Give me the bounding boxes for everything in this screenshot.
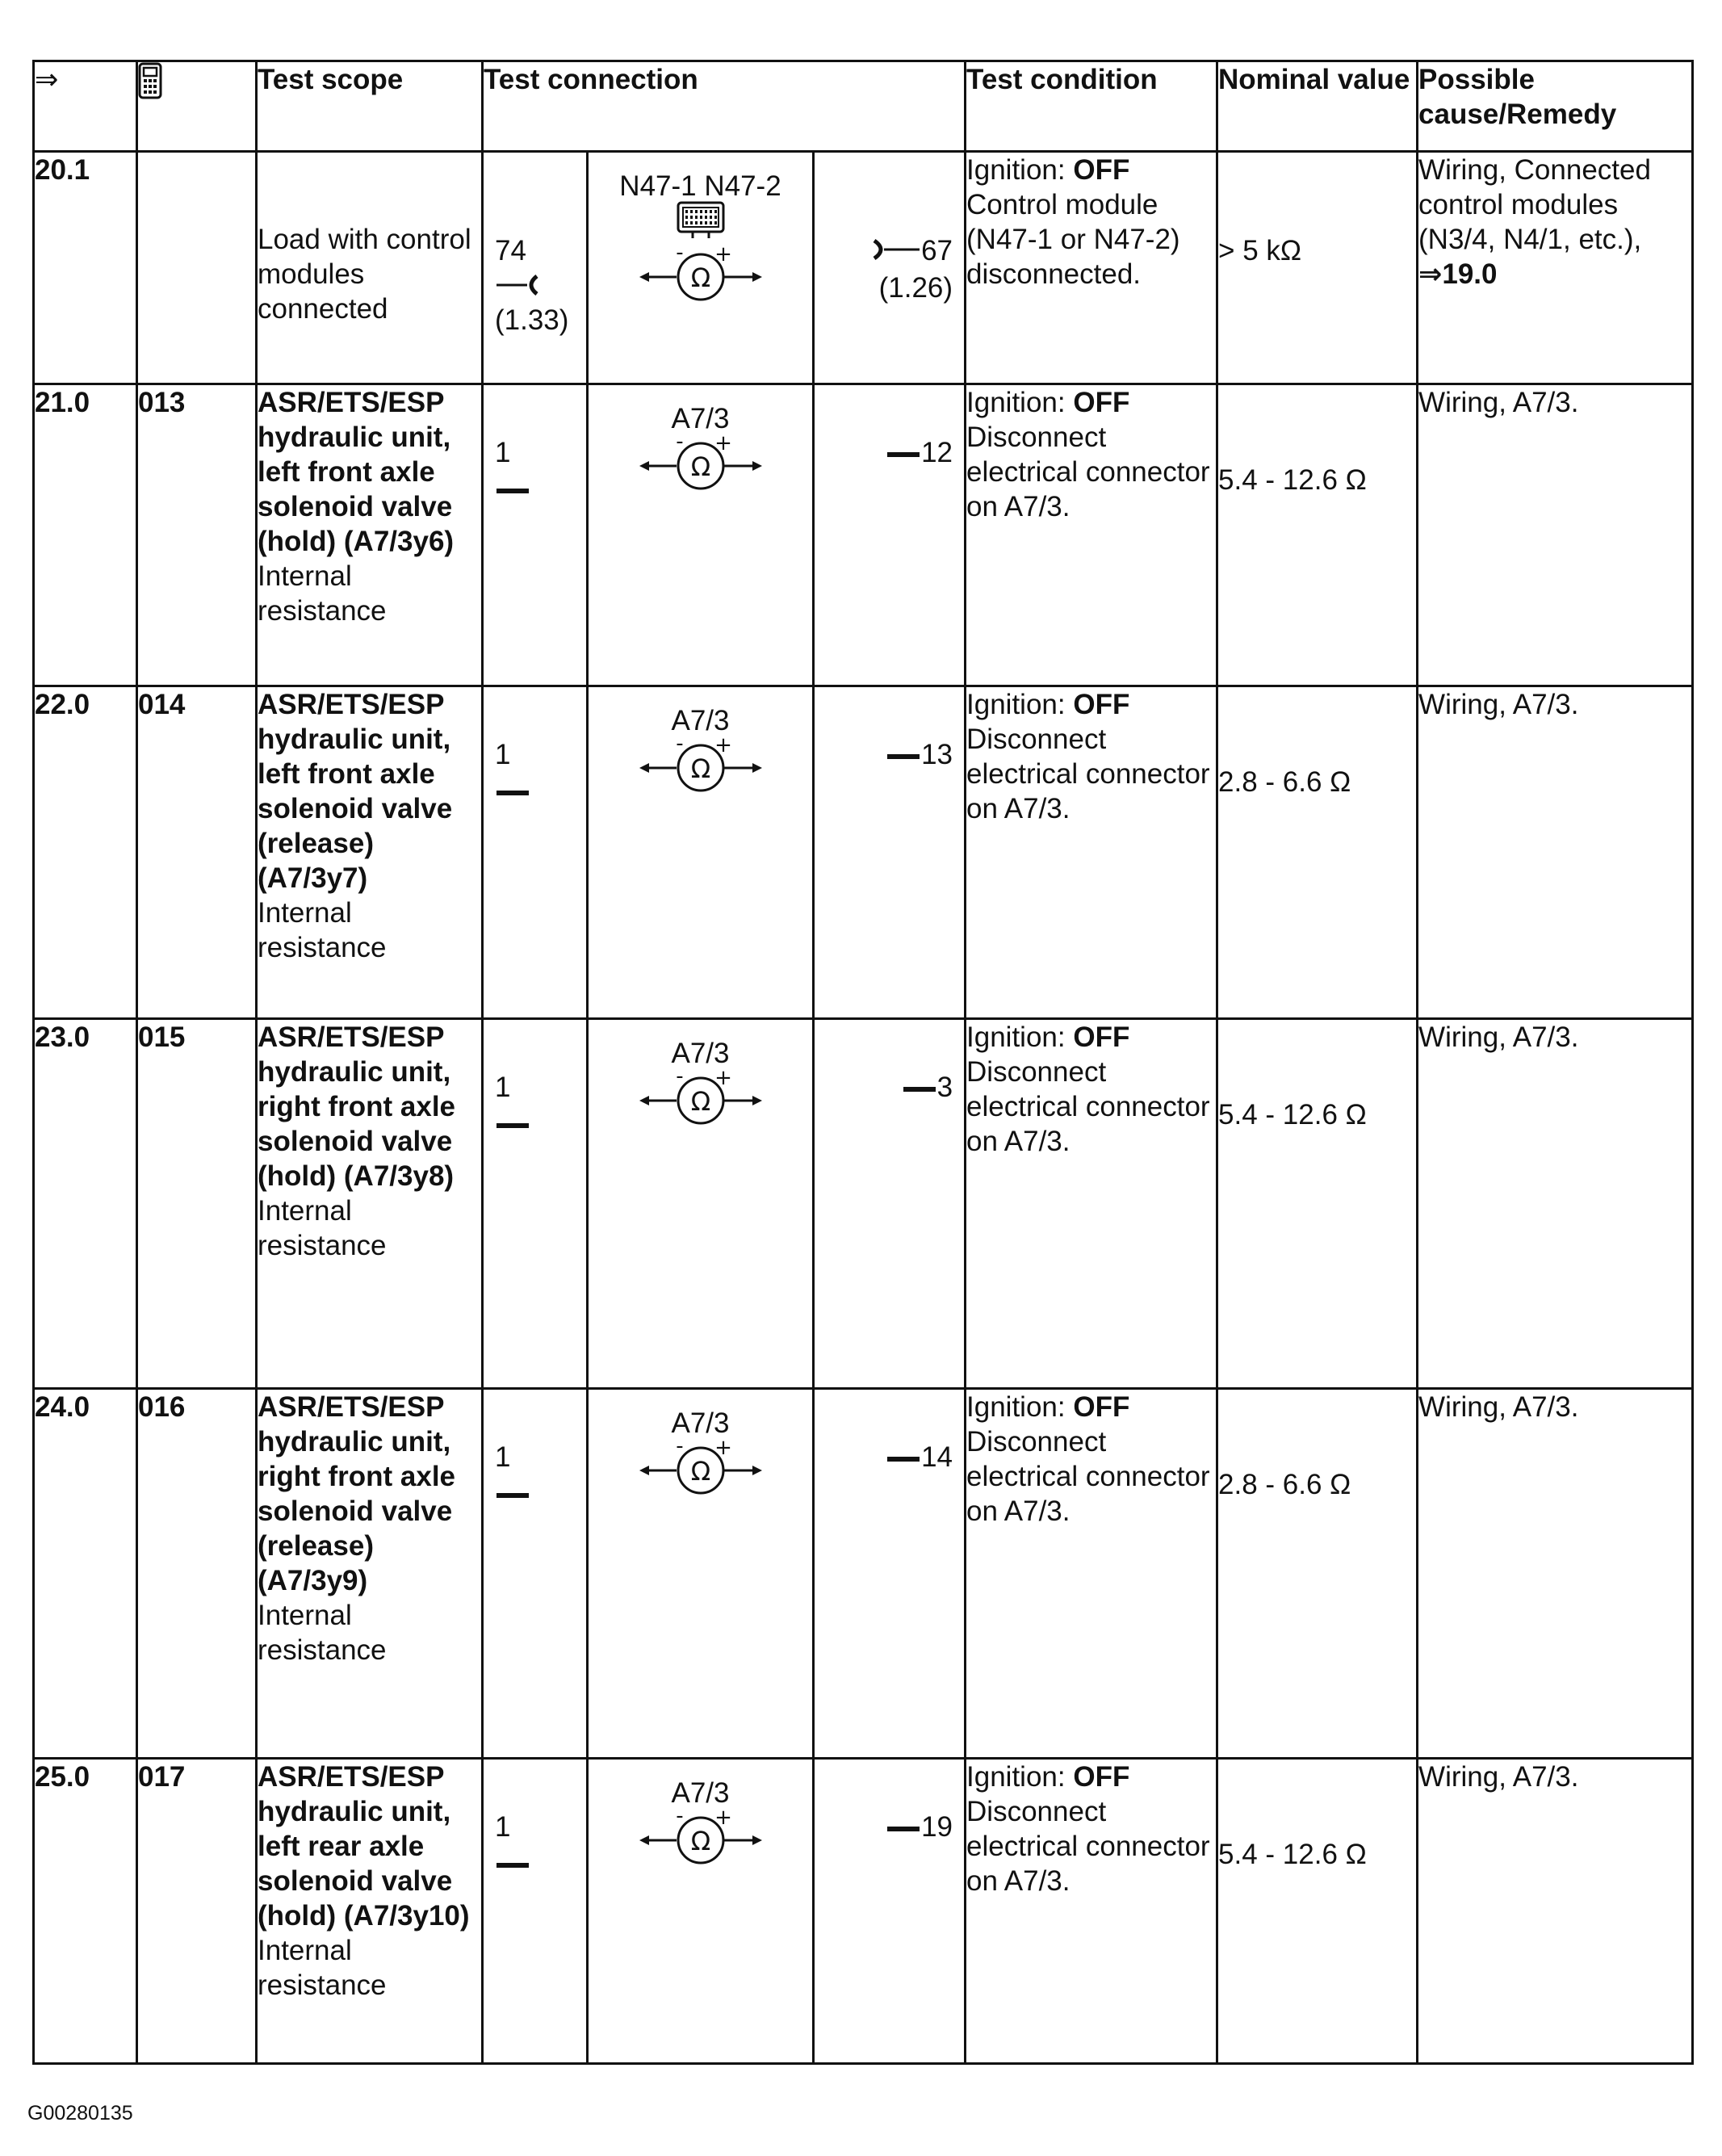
test-scope-detail: Load with control modules connected [258,224,471,325]
left-pin-cell [483,1389,588,1759]
fault-code-text: 014 [138,689,186,720]
nominal-value-cell [1217,152,1418,384]
svg-text:+: + [714,733,732,757]
remedy-text: Wiring, Connected control modules (N3/4, N4/1, etc.), [1418,154,1651,255]
pin-plug-icon [496,1493,529,1498]
ohmmeter-icon [639,1435,762,1493]
table-row [34,1759,1693,2064]
step-number [34,152,137,384]
fault-code [137,1019,257,1389]
pin-plug-icon [496,489,529,493]
condition-prefix: Ignition: [966,689,1074,720]
nominal-value-cell [1217,1389,1418,1759]
component-label: A7/3 [671,1038,730,1069]
right-pin-number: 13 [921,739,953,770]
diagnostic-tester-icon [138,62,162,107]
header-test-condition: Test condition [966,61,1217,152]
step-number-text: 24.0 [35,1391,90,1423]
condition-text: Disconnect electrical connector on A7/3. [966,1056,1210,1157]
nominal-value-cell [1217,1759,1418,2064]
condition-ignition-state: OFF [1073,1021,1130,1053]
component-label: A7/3 [671,403,730,434]
condition-prefix: Ignition: [966,1021,1074,1053]
pin-plug-icon [496,791,529,795]
svg-text:+: + [714,1436,732,1460]
nominal-value-cell [1217,1019,1418,1389]
test-condition-cell [966,1019,1217,1389]
header-nominal-value: Nominal value [1217,61,1418,152]
test-scope-detail: Internal resistance [258,1195,387,1261]
scope-spacer [258,153,481,222]
remedy-cell [1418,1759,1693,2064]
condition-ignition-state: OFF [1073,1391,1130,1423]
right-pin-cell [814,686,966,1019]
ohmmeter-icon [639,241,762,300]
right-pin [887,1440,953,1474]
step-number [34,686,137,1019]
right-pin [869,233,953,270]
component-cell [588,384,814,686]
condition-text: Disconnect electrical connector on A7/3. [966,724,1210,824]
ohmmeter-symbol [628,201,773,314]
right-pin [887,1810,953,1844]
component-cell [588,1389,814,1759]
component-cell [588,152,814,384]
plug-icon [869,235,921,270]
condition-prefix: Ignition: [966,154,1074,186]
test-table-sheet [32,60,1694,2065]
test-scope-title: ASR/ETS/ESP hydraulic unit, left front axle solenoid valve (hold) (A7/3y6) [258,387,455,557]
remedy-cell [1418,1019,1693,1389]
test-scope-cell [257,152,483,384]
step-number-text: 21.0 [35,387,90,418]
right-pin-number: 14 [921,1441,953,1473]
condition-text: Disconnect electrical connector on A7/3. [966,1796,1210,1897]
left-pin-number: 1 [495,1811,511,1843]
test-scope-cell [257,686,483,1019]
fault-code-text: 016 [138,1391,186,1423]
left-pin-cell [483,686,588,1019]
fault-code [137,686,257,1019]
component-label: A7/3 [671,1407,730,1439]
test-condition-cell [966,1759,1217,2064]
svg-text:Ω: Ω [690,1826,710,1856]
test-scope-detail: Internal resistance [258,1935,387,2001]
condition-ignition-state: OFF [1073,1761,1130,1793]
left-pin-number: 1 [495,1441,511,1473]
pin-plug-icon [887,1827,920,1831]
fault-code [137,384,257,686]
test-scope-title: ASR/ETS/ESP hydraulic unit, right front axle solenoid valve (hold) (A7/3y8) [258,1021,456,1192]
remedy-text: Wiring, A7/3. [1418,1391,1579,1423]
svg-text:-: - [675,241,684,265]
remedy-cell [1418,152,1693,384]
remedy-text: Wiring, A7/3. [1418,1021,1579,1053]
ohmmeter-icon [639,1805,762,1863]
svg-text:+: + [714,242,732,266]
test-condition-cell [966,686,1217,1019]
right-pin-cell [814,1759,966,2064]
component-label: A7/3 [671,705,730,736]
svg-text:-: - [675,732,684,756]
test-scope-title: ASR/ETS/ESP hydraulic unit, left front axle solenoid valve (release) (A7/3y7) [258,689,453,894]
test-scope-cell [257,384,483,686]
nominal-value: 5.4 - 12.6 Ω [1218,464,1367,496]
condition-prefix: Ignition: [966,387,1074,418]
svg-text:+: + [714,1066,732,1090]
left-pin-number: 1 [495,739,511,770]
table-row [34,152,1693,384]
header-remedy: Possible cause/Remedy [1418,61,1693,152]
remedy-text: Wiring, A7/3. [1418,1761,1579,1793]
right-pin-number: 19 [921,1811,953,1843]
table-row [34,686,1693,1019]
right-pin-cell [814,1019,966,1389]
condition-text: Control module (N47-1 or N47-2) disconnected. [966,189,1180,290]
step-number [34,384,137,686]
right-pin-number: 3 [936,1072,953,1103]
nominal-value-cell [1217,686,1418,1019]
left-pin-number: 1 [495,1072,511,1103]
left-pin-number: 1 [495,437,511,468]
step-number-text: 25.0 [35,1761,90,1793]
right-pin-number: 12 [921,437,953,468]
header-test-connection: Test connection [483,61,966,152]
nominal-value: 2.8 - 6.6 Ω [1218,766,1351,798]
remedy-text: Wiring, A7/3. [1418,387,1579,418]
left-pin-cell [483,1019,588,1389]
fault-code [137,152,257,384]
left-pin-number: 74 [495,235,526,266]
right-pin [887,435,953,470]
test-condition-cell [966,152,1217,384]
test-table [32,60,1694,2065]
fault-code-text: 013 [138,387,186,418]
nominal-value: 5.4 - 12.6 Ω [1218,1099,1367,1130]
condition-prefix: Ignition: [966,1391,1074,1423]
ohmmeter-symbol [628,732,773,805]
table-row [34,384,1693,686]
header-test-scope: Test scope [257,61,483,152]
fault-code [137,1759,257,2064]
fault-code-text: 017 [138,1761,186,1793]
test-scope-detail: Internal resistance [258,560,387,627]
ohmmeter-icon [639,732,762,791]
table-row [34,1389,1693,1759]
component-cell [588,1759,814,2064]
step-number-text: 20.1 [35,154,90,186]
condition-ignition-state: OFF [1073,154,1130,186]
test-condition-cell [966,384,1217,686]
remedy-cell [1418,1389,1693,1759]
ohmmeter-symbol [628,430,773,503]
pin-plug-icon [887,1457,920,1462]
right-pin-cell [814,152,966,384]
fault-code-text: 015 [138,1021,186,1053]
svg-text:+: + [714,431,732,455]
test-scope-cell [257,1019,483,1389]
nominal-value-cell [1217,384,1418,686]
header-tester-cell [137,61,257,152]
test-scope-cell [257,1759,483,2064]
ohmmeter-symbol [628,1065,773,1138]
pin-plug-icon [496,1863,529,1868]
svg-text:Ω: Ω [690,1456,710,1487]
component-cell [588,686,814,1019]
svg-text:Ω: Ω [690,1086,710,1117]
svg-text:Ω: Ω [690,451,710,482]
test-scope-cell [257,1389,483,1759]
left-pin-sub: (1.33) [495,304,569,336]
right-pin-cell [814,384,966,686]
left-pin-cell [483,384,588,686]
table-row [34,1019,1693,1389]
test-scope-detail: Internal resistance [258,1600,387,1666]
pin-plug-icon [496,1123,529,1128]
remedy-cell [1418,686,1693,1019]
right-pin-sub: (1.26) [878,272,953,304]
step-number [34,1389,137,1759]
nominal-value: 5.4 - 12.6 Ω [1218,1839,1367,1870]
pin-plug-icon [887,754,920,759]
svg-text:Ω: Ω [690,262,710,293]
condition-ignition-state: OFF [1073,689,1130,720]
ohmmeter-symbol [628,1435,773,1508]
step-number [34,1759,137,2064]
component-label: N47-1 N47-2 [619,170,781,202]
right-pin [903,1070,953,1105]
header-arrow: ⇒ [34,61,137,152]
test-condition-cell [966,1389,1217,1759]
svg-text:-: - [675,430,684,454]
control-module-connector-icon [678,203,723,238]
left-pin-cell [483,152,588,384]
nominal-value: > 5 kΩ [1218,235,1302,266]
ohmmeter-icon [639,1065,762,1123]
test-scope-title: ASR/ETS/ESP hydraulic unit, left rear axle solenoid valve (hold) (A7/3y10) [258,1761,470,1932]
svg-text:+: + [714,1806,732,1830]
step-number [34,1019,137,1389]
fault-code [137,1389,257,1759]
right-pin [887,737,953,772]
remedy-text: Wiring, A7/3. [1418,689,1579,720]
condition-text: Disconnect electrical connector on A7/3. [966,1426,1210,1527]
step-number-text: 23.0 [35,1021,90,1053]
condition-prefix: Ignition: [966,1761,1074,1793]
header-row [34,61,1693,152]
ohmmeter-symbol [628,1805,773,1877]
remedy-reference: ⇒19.0 [1418,258,1498,290]
test-scope-title: ASR/ETS/ESP hydraulic unit, right front axle solenoid valve (release) (A7/3y9) [258,1391,456,1596]
socket-icon [495,271,543,305]
svg-text:-: - [675,1065,684,1088]
condition-text: Disconnect electrical connector on A7/3. [966,422,1210,522]
figure-id: G00280135 [27,2102,133,2125]
svg-text:-: - [675,1805,684,1828]
svg-text:Ω: Ω [690,753,710,784]
component-cell [588,1019,814,1389]
pin-plug-icon [887,452,920,457]
condition-ignition-state: OFF [1073,387,1130,418]
right-pin-cell [814,1389,966,1759]
ohmmeter-icon [639,430,762,489]
nominal-value: 2.8 - 6.6 Ω [1218,1469,1351,1500]
left-pin-cell [483,1759,588,2064]
component-label: A7/3 [671,1777,730,1809]
right-pin-number: 67 [921,235,953,266]
pin-plug-icon [903,1087,936,1092]
remedy-cell [1418,384,1693,686]
svg-text:-: - [675,1435,684,1458]
step-number-text: 22.0 [35,689,90,720]
test-scope-detail: Internal resistance [258,897,387,963]
